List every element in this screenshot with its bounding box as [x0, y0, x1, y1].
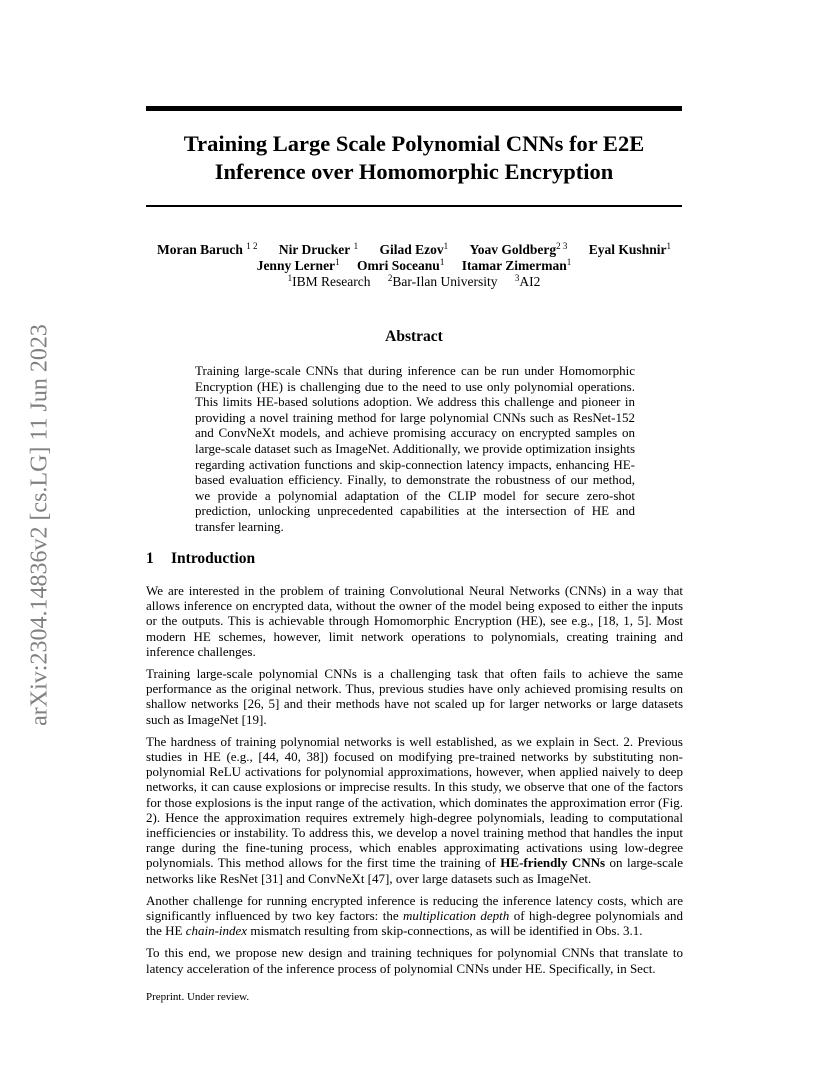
affiliation-number: 1: [287, 273, 293, 283]
text-run: on large-scale networks like ResNet [31] and ConvNeXt [47], over large datasets such as ImageNet.: [146, 855, 684, 886]
arxiv-identifier: arXiv:2304.14836v2 [cs.LG] 11 Jun 2023: [26, 324, 53, 726]
author-name: Eyal Kushnir: [588, 242, 667, 257]
author-row-2: [146, 258, 682, 274]
author-name: Nir Drucker: [278, 242, 351, 257]
affiliation-number: 2: [387, 273, 393, 283]
text-run: of high-degree polynomials and the HE: [146, 908, 683, 939]
author-name: Itamar Zimerman: [461, 258, 567, 273]
text-run: Another challenge for running encrypted inference is reducing the inference latency costs, which are significantly influenced by two key factors: the: [146, 892, 683, 924]
section-title: Introduction: [171, 550, 256, 567]
affiliation-row: [146, 274, 682, 290]
preprint-footer: Preprint. Under review.: [146, 991, 250, 1003]
intro-paragraph: [146, 734, 683, 886]
section-heading-introduction: [146, 550, 255, 568]
abstract-heading: Abstract: [385, 328, 443, 345]
affiliation-name: IBM Research: [292, 274, 371, 289]
italic-term: multiplication depth: [403, 908, 510, 924]
intro-paragraph: Training large-scale polynomial CNNs is a challenging task that often fails to achieve the same performance as the original network. Thus, previous studies have only achieved promising results on shallow networks [26, 5] and their methods have not scaled up for larger networks or large datasets such as ImageNet [19].: [146, 666, 683, 727]
text-run: mismatch resulting from skip-connections, as will be identified in Obs. 3.1.: [250, 923, 643, 939]
author-name: Omri Soceanu: [356, 258, 440, 273]
bold-term: HE-friendly CNNs: [500, 855, 606, 871]
author-affiliation: 1 2: [246, 241, 258, 251]
author-affiliation: 1: [666, 241, 671, 251]
author-affiliation: 1: [566, 257, 572, 267]
author-row-1: [146, 242, 682, 258]
author-affiliation: 1: [443, 241, 449, 251]
author-affiliation: 1: [335, 257, 340, 267]
author-affiliation: 1: [353, 241, 359, 251]
author-affiliation: 2 3: [556, 241, 568, 251]
intro-paragraph: [146, 893, 683, 939]
author-affiliation: 1: [439, 257, 445, 267]
arxiv-side-label: [20, 290, 60, 760]
affiliation-name: Bar-Ilan University: [392, 274, 498, 289]
author-name: Yoav Goldberg: [469, 242, 557, 257]
affiliation-name: AI2: [519, 274, 541, 289]
text-run: The hardness of training polynomial networks is well established, as we explain in Sect. 2. Previous studies in HE (e.g., [44, 40, 38]) focused on modifying pre-trained networks by substituting non-polynomial ReLU activations for polynomial approximations, however, when applied naively to deep networks, it can cause explosions or imprecise results. In this study, we observe that one of the factors for those explosions is the input range of the activation, which dominates the approximation error (Fig. 2). Hence the approximation requires extremely high-degree polynomials, leading to computational inefficiencies or instability. To address this, we develop a novel training method that handles the input range during the fine-tuning process, which enables approximating activations using low-degree polynomials. This method allows for the first time the training of: [146, 733, 683, 871]
author-name: Jenny Lerner: [256, 258, 336, 273]
paper-title: Training Large Scale Polynomial CNNs for E2E Inference over Homomorphic Encryption: [183, 131, 645, 184]
intro-paragraph: To this end, we propose new design and training techniques for polynomial CNNs that translate to latency acceleration of the inference process of polynomial CNNs under HE. Specifically, in Sect.: [146, 945, 683, 976]
title-top-rule: [146, 106, 682, 111]
introduction-body: [146, 583, 683, 983]
author-name: Gilad Ezov: [379, 242, 444, 257]
author-block: [146, 242, 682, 290]
intro-paragraph: We are interested in the problem of training Convolutional Neural Networks (CNNs) in a way that allows inference on encrypted data, without the owner of the model being exposed to either the inputs or the outputs. This is achievable through Homomorphic Encryption (HE), see e.g., [18, 1, 5]. Most modern HE schemes, however, limit network operations to polynomials, creating training and inference challenges.: [146, 583, 683, 659]
author-name: Moran Baruch: [157, 242, 243, 257]
section-number: 1: [146, 550, 154, 567]
title-bottom-rule: [146, 205, 682, 207]
affiliation-number: 3: [514, 273, 520, 283]
abstract-text: Training large-scale CNNs that during inference can be run under Homomorphic Encryption (HE) is challenging due to the need to use only polynomial operations. This limits HE-based solutions adoption. We address this challenge and pioneer in providing a novel training method for large polynomial CNNs such as ResNet-152 and ConvNeXt models, and achieve promising accuracy on encrypted samples on large-scale dataset such as ImageNet. Additionally, we provide optimization insights regarding activation functions and skip-connection latency impacts, enhancing HE-based evaluation efficiency. Finally, to demonstrate the robustness of our method, we provide a polynomial adaptation of the CLIP model for secure zero-shot prediction, unlocking unprecedented capabilities at the intersection of HE and transfer learning.: [195, 363, 635, 534]
italic-term: chain-index: [185, 923, 248, 939]
